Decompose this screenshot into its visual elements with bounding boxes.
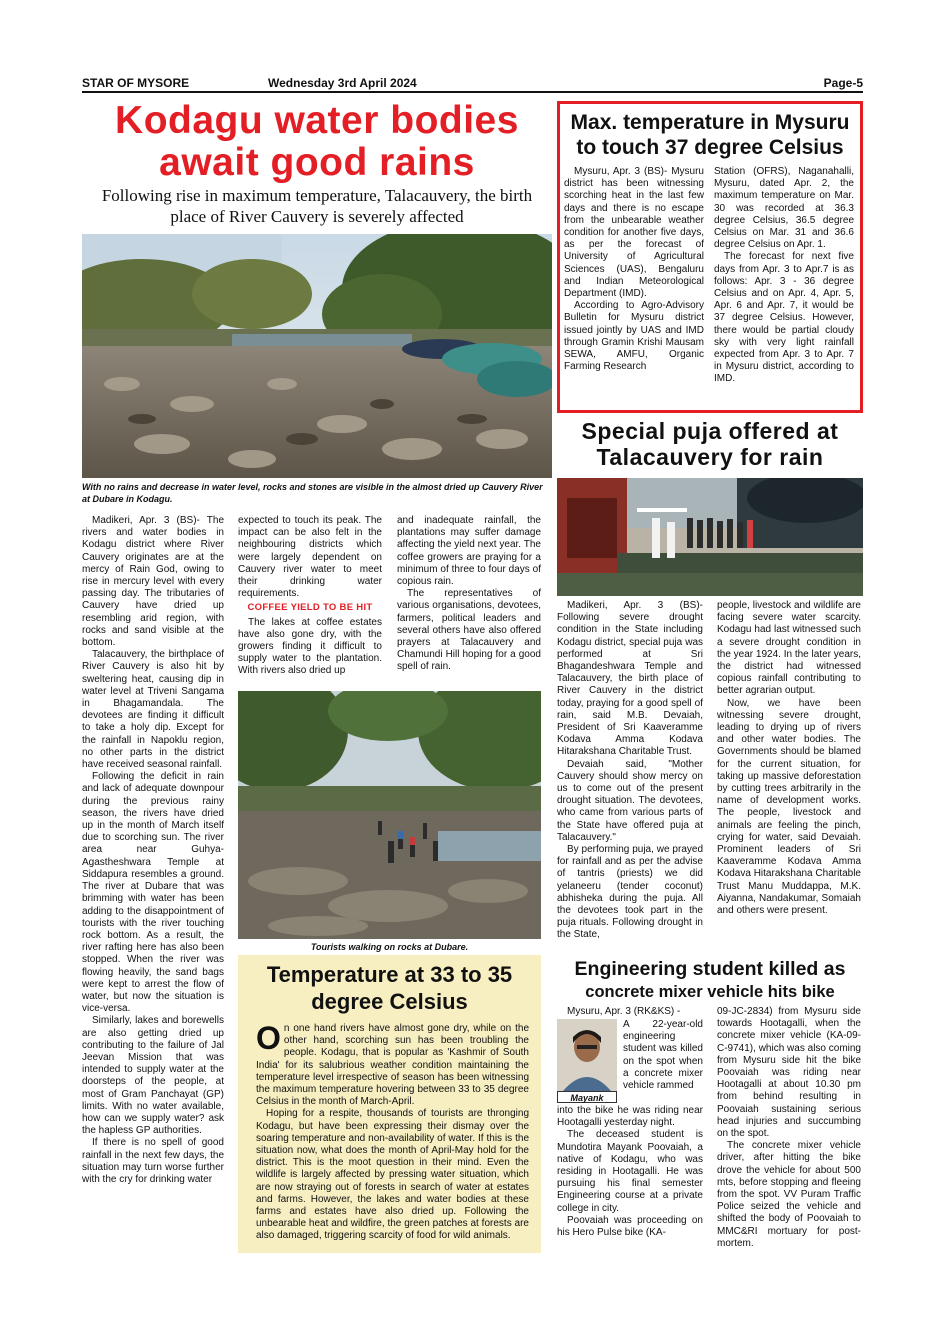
paragraph: By performing puja, we prayed for rainfall and as per the advise of tantris (priests) we did yelaneeru (tender coconut) abhisheka during the puja. All the devotees took part in the puja rituals. Following drought in the State, <box>557 844 703 941</box>
temperature-body <box>256 1020 529 1243</box>
masthead-rule <box>82 91 863 93</box>
paragraph: The deceased student is Mundotira Mayank Poovaiah, a native of Kodagu, who was residing in Hootagalli. He was pursuing his final semester Engineering course at a private college in city. <box>557 1129 703 1214</box>
coffee-subhead: COFFEE YIELD TO BE HIT <box>247 602 373 614</box>
student-title-line2: concrete mixer vehicle hits bike <box>585 983 835 1001</box>
paragraph: 09-JC-2834) from Mysuru side towards Hootagalli, when the concrete mixer vehicle (KA-09-C-9741), which was also coming from Mysuru side hit the bike Poovaiah was riding near Hootagalli at about 10.30 pm from behind resulting in Poovaiah sustaining serious head injuries and succumbing on the spot. <box>717 1006 861 1140</box>
paragraph: Similarly, lakes and borewells are also getting dried up contributing to the failure of Jal Jeevan Mission that was intended to supply water at the doorsteps of the people, at most of Gram Panchayat (GP) limits. With no water available, how can we supply water? ask the hapless GP authorities. <box>82 1015 224 1137</box>
max-temperature-title <box>560 110 860 160</box>
lead-column-1 <box>82 515 224 1186</box>
temperature-box <box>238 955 541 1253</box>
puja-title-line2: Talacauvery for rain <box>596 444 824 470</box>
student-headline <box>557 957 863 1003</box>
paragraph: Madikeri, Apr. 3 (BS)- Following severe drought condition in the State including Kodagu district, special puja was performed at Sri Bhagandeshwara Temple and Talacauvery, the birth place of River Cauvery in the district today, praying for a good spell of rain, said M.B. Devaiah, President of Sri Kaaveramme Kodava Amma Kodava Hitarakshana Charitable Trust. <box>557 600 703 758</box>
temperature-title-line2: degree Celsius <box>311 989 468 1014</box>
paragraph: Talacauvery, the birthplace of River Cauvery is also hit by sweltering heat, causing dip in water level at Triveni Sangama in Bhagamandala. The devotees are finding it difficult to take a holy dip. Except for the rainfall in Napoklu region, no other parts in the district have received seasonal rainfall. <box>82 649 224 771</box>
issue-date: Wednesday 3rd April 2024 <box>268 76 417 90</box>
paragraph: people, livestock and wildlife are facing severe water scarcity. Kodagu had last witnessed such a severe drought condition in the year 1924. In the later years, the district had witnessed copious rainfall contributing to better agrarian output. <box>717 600 861 697</box>
lead-headline-line1: Kodagu water bodies <box>115 99 519 142</box>
max-temperature-box <box>557 101 863 413</box>
paragraph: Mysuru, Apr. 3 (BS)- Mysuru district has been witnessing scorching heat in the last few days and there is no escape from the unbearable weather condition for another five days, as per the forecast of University of Agricultural Sciences (UAS), Bengaluru and Indian Meteorological Department (IMD). <box>564 166 704 300</box>
max-temp-title-line1: Max. temperature in Mysuru <box>570 111 850 134</box>
student-title-line1: Engineering student killed as <box>574 958 846 980</box>
masthead <box>82 74 863 92</box>
paragraph: The forecast for next five days from Apr. 3 to Apr.7 is as follows: Apr. 3 - 36 degree Celsius and on Apr. 4, Apr. 5, Apr. 6 and Apr. 7, it would be 37 degree Celsius. However, there would be partial cloudy sky with very light rainfall expected from Apr. 3 to Apr. 7 in Mysuru district, according to IMD. <box>714 251 854 385</box>
paragraph: Following the deficit in rain and lack of adequate downpour during the previous rainy season, the rivers have dried up in the month of March itself due to scorching sun. The river area near Guhya-Agastheshwara Temple at Siddapura resembles a ground. The river at Dubare that was brimming with water has been adding to the disappointment of tourists with the river touching rock bottom. As a result, the river rafting here has also been stopped. When the river was flowing heavily, the sand bags were kept to arrest the flow of water, but now the situation is vice-versa. <box>82 771 224 1015</box>
paragraph: The lakes at coffee estates have also gone dry, with the growers finding it difficult to supply water to the plantation. With rivers also dried up <box>238 616 382 677</box>
lead-column-3 <box>397 515 541 674</box>
lead-column-2 <box>238 515 382 678</box>
tourists-photo-caption: Tourists walking on rocks at Dubare. <box>310 942 469 952</box>
student-dateline: Mysuru, Apr. 3 (RK&KS) - <box>567 1006 681 1017</box>
dropcap: O <box>256 1020 281 1056</box>
paragraph: Madikeri, Apr. 3 (BS)- The rivers and water bodies in Kodagu district where River Cauvery originates are at the mercy of Rain God, owing to rise in mercury level with every passing day. The tributaries of Cauvery have dried up resembling arid region, with rocks and sand visible at the bottom. <box>82 515 224 649</box>
paragraph: Hoping for a respite, thousands of tourists are thronging Kodagu, but have been expressing their dismay over the soaring temperature and non-availability of water. If this is the situation now, what does the month of April-May hold for the district. This is the moot question in their mind. Even the wildlife is largely affected by pressing water situation, which are now straying out of forests in search of water at estates and farms. However, the lakes and water bodies at these farms and estates have also dried up. Following the unbearable heat and wildfire, the green patches at forests are also damaged, triggering scarcity of food for wild animals. <box>256 1108 529 1242</box>
paragraph: into the bike he was riding near Hootagalli yesterday night. <box>557 1105 703 1129</box>
page-number: Page-5 <box>823 76 863 90</box>
paragraph: Devaiah said, "Mother Cauvery should show mercy on us to come out of the present drought situation. The devotees, who came from various parts of the State have offered puja at Talacauvery." <box>557 758 703 843</box>
lead-deck: Following rise in maximum temperature, Talacauvery, the birth place of River Cauvery is severely affected <box>101 186 533 226</box>
lead-photo-caption: With no rains and decrease in water level, rocks and stones are visible in the almost dried up Cauvery River at Dubare in Kodagu. <box>82 482 543 504</box>
puja-column-1 <box>557 600 703 942</box>
lead-headline <box>82 100 552 184</box>
student-column-1 <box>557 1105 703 1239</box>
paragraph: Station (OFRS), Naganahalli, Mysuru, dated Apr. 2, the maximum temperature on Mar. 30 was recorded at 36.3 degree Celsius, 36.5 degree Celsius on Mar. 31 and 36.6 degree Celsius on Apr. 1. <box>714 166 854 251</box>
max-temp-column-1 <box>564 166 704 373</box>
student-column-2 <box>717 1006 861 1250</box>
lead-headline-line2: await good rains <box>159 141 475 184</box>
paragraph-text: n one hand rivers have almost gone dry, while on the other hand, scorching sun has been troubling the people. Kodagu, that is popular as 'Kashmir of South India' for its salubrious weather condition maintaining the temperature level irrespective of season has been witnessing the maximum temperature hovering between 33 to 35 degree Celsius in the month of March-April. <box>256 1023 529 1108</box>
paper-name: STAR OF MYSORE <box>82 76 190 90</box>
max-temp-title-line2: to touch 37 degree Celsius <box>576 136 844 159</box>
paragraph: According to Agro-Advisory Bulletin for Mysuru district issued jointly by UAS and IMD through Gramin Krishi Mausam SEWA, AMFU, Organic Farming Research <box>564 300 704 373</box>
paragraph: Poovaiah was proceeding on his Hero Pulse bike (KA- <box>557 1214 703 1239</box>
paragraph <box>256 1020 529 1108</box>
puja-headline <box>557 418 863 470</box>
puja-photo <box>557 478 863 596</box>
puja-title-line1: Special puja offered at <box>581 418 839 444</box>
puja-column-2 <box>717 600 861 917</box>
max-temp-column-2 <box>714 166 854 386</box>
student-side-text: A 22-year-old engineering student was killed on the spot when a concrete mixer vehicle rammed <box>623 1019 703 1092</box>
paragraph: Now, we have been witnessing severe drought, leading to drying up of rivers and other water bodies. The Governments should be blamed for the current situation, for taking up massive deforestation by cutting trees arbitrarily in the name of development works. The people, livestock and animals are feeling the pinch, crying for water, said Devaiah. Prominent leaders of Sri Kaaveramme Kodava Amma Kodava Hitarakshana Charitable Trust Manu Muddappa, M.K. Aiyanna, Nandakumar, Somaiah and others were present. <box>717 697 861 917</box>
paragraph: and inadequate rainfall, the plantations may suffer damage affecting the yield next year. The coffee growers are praying for a minimum of three to four days of copious rain. <box>397 515 541 588</box>
temperature-box-title <box>238 961 541 1015</box>
paragraph: expected to touch its peak. The impact can be also felt in the neighbouring districts which were largely dependent on Cauvery river water to meet their drinking water requirements. <box>238 515 382 600</box>
paragraph: The representatives of various organisations, devotees, farmers, political leaders and several others have also offered prayers at Talacauvery and Chamundi Hill hoping for a good spell of rain. <box>397 588 541 673</box>
temperature-title-line1: Temperature at 33 to 35 <box>266 962 513 987</box>
tourists-photo <box>238 691 541 939</box>
paragraph: The concrete mixer vehicle driver, after hitting the bike drove the vehicle for about 500 mts, before stopping and fleeing from the spot. VV Puram Traffic Police seized the vehicle and shifted the body of Poovaiah to MMC&RI mortuary for post-mortem. <box>717 1140 861 1249</box>
dried-river-photo <box>82 234 552 478</box>
mayank-photo <box>557 1019 617 1091</box>
mayank-photo-label: Mayank <box>557 1091 617 1103</box>
paragraph: If there is no spell of good rainfall in the next few days, the situation may turn worse further with the cry for drinking water <box>82 1137 224 1185</box>
